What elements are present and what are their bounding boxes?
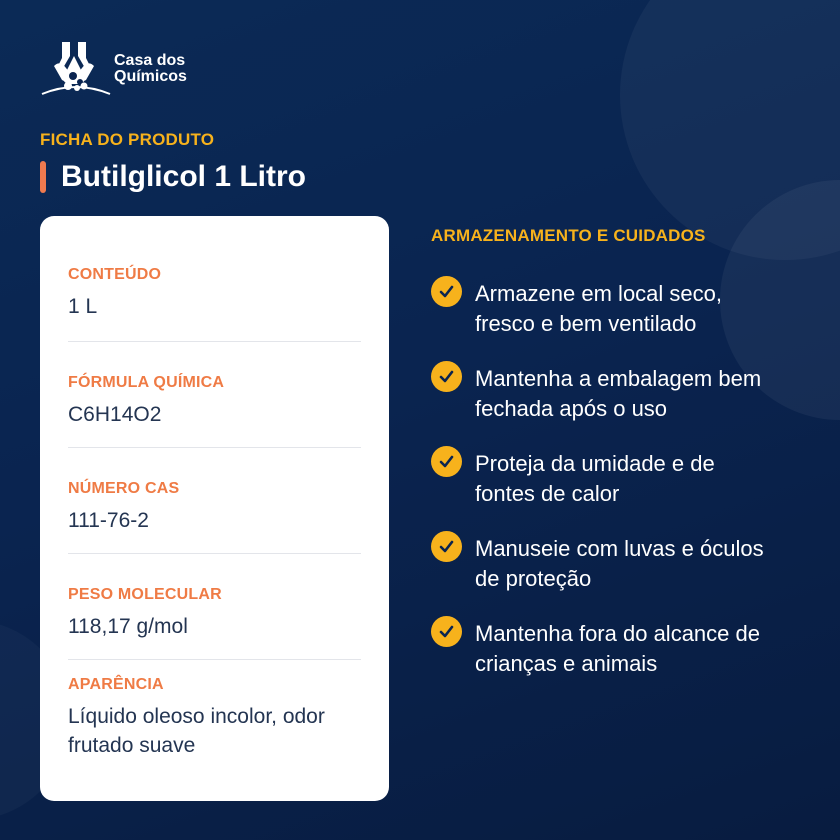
property-label: PESO MOLECULAR (68, 586, 222, 603)
property-label: CONTEÚDO (68, 266, 162, 283)
brand-name (114, 53, 187, 85)
check-circle-icon (431, 616, 462, 647)
care-item-text: Mantenha a embalagem bem fechada após o uso (475, 366, 762, 421)
brand-name-line1: Casa dos (114, 52, 186, 69)
care-item-text: Mantenha fora do alcance de crianças e animais (475, 621, 760, 676)
property-row (68, 448, 361, 554)
property-row (68, 342, 361, 448)
check-circle-icon (431, 276, 462, 307)
page-title: Butilglicol 1 Litro (61, 160, 306, 193)
properties-card (40, 216, 389, 801)
title-accent-bar (40, 161, 46, 193)
property-row (68, 554, 361, 660)
list-item (431, 279, 791, 339)
property-value: 111-76-2 (68, 509, 149, 532)
care-list (431, 279, 791, 704)
check-circle-icon (431, 361, 462, 392)
property-value: 1 L (68, 295, 98, 318)
property-label: FÓRMULA QUÍMICA (68, 374, 225, 391)
care-item-text: Proteja da umidade e de fontes de calor (475, 451, 715, 506)
list-item (431, 364, 791, 424)
check-circle-icon (431, 531, 462, 562)
property-value: 118,17 g/mol (68, 615, 188, 638)
title-row (40, 160, 306, 194)
property-row (68, 660, 361, 766)
brand-logo (40, 38, 187, 100)
list-item (431, 619, 791, 679)
property-value: Líquido oleoso incolor, odor frutado suave (68, 705, 325, 757)
brand-name-line2: Químicos (114, 68, 187, 85)
care-item-text: Armazene em local seco, fresco e bem ventilado (475, 281, 722, 336)
flask-hands-icon (40, 38, 112, 100)
list-item (431, 534, 791, 594)
property-value: C6H14O2 (68, 403, 162, 426)
care-section-title: ARMAZENAMENTO E CUIDADOS (431, 226, 706, 245)
property-row (68, 262, 361, 342)
list-item (431, 449, 791, 509)
property-label: APARÊNCIA (68, 676, 164, 693)
section-eyebrow: FICHA DO PRODUTO (40, 130, 215, 149)
care-item-text: Manuseie com luvas e óculos de proteção (475, 536, 764, 591)
check-circle-icon (431, 446, 462, 477)
property-label: NÚMERO CAS (68, 480, 180, 497)
